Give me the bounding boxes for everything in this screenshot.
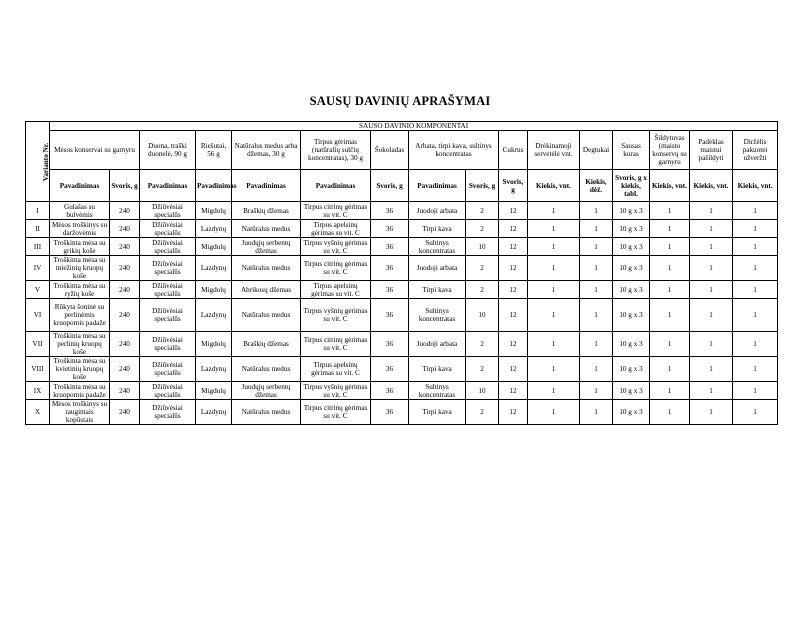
table-cell: 2 (466, 332, 499, 357)
table-cell: Tirpi kava (409, 281, 466, 299)
component-header: Sausas kuras (613, 131, 650, 170)
table-cell: 240 (110, 357, 140, 382)
table-cell: 1 (580, 382, 613, 400)
component-header: Riešutai, 56 g (196, 131, 232, 170)
table-cell: 36 (371, 400, 409, 425)
table-cell: Juodoji arbata (409, 202, 466, 220)
table-cell: 240 (110, 281, 140, 299)
subheader: Svoris, g (499, 170, 528, 202)
table-cell: 36 (371, 202, 409, 220)
table-cell: 1 (690, 299, 733, 332)
table-cell: Džiūvėsiai specialūs (140, 256, 196, 281)
table-cell: Sultinys koncentratas (409, 299, 466, 332)
component-header: Duona, traški duonelė, 90 g (140, 131, 196, 170)
table-cell: Juodoji arbata (409, 332, 466, 357)
table-cell: 1 (690, 382, 733, 400)
table-cell: Džiūvėsiai specialūs (140, 299, 196, 332)
subheader: Svoris, g (466, 170, 499, 202)
table-cell: Troškinta mėsa su kruopomis padaže (50, 382, 110, 400)
component-header: Degtukai (580, 131, 613, 170)
table-cell: Troškinta mėsa su perlinių kruopų koše (50, 332, 110, 357)
table-cell: Džiūvėsiai specialūs (140, 332, 196, 357)
table-row (26, 357, 778, 382)
variant-number-label: Varianto Nr. (42, 142, 51, 181)
table-cell: Gulašas su bulvėmis (50, 202, 110, 220)
component-header: Šokoladas (371, 131, 409, 170)
table-cell: Džiūvėsiai specialūs (140, 202, 196, 220)
subheader-row (26, 170, 778, 202)
table-cell: 12 (499, 220, 528, 238)
table-cell: Tirpus vyšnių gėrimas su vit. C (301, 299, 371, 332)
table-cell: 240 (110, 202, 140, 220)
table-cell: 1 (690, 256, 733, 281)
subheader: Kiekis, vnt. (650, 170, 690, 202)
table-cell: 12 (499, 238, 528, 256)
table-cell: Sultinys koncentratas (409, 238, 466, 256)
subheader: Pavadinimas (409, 170, 466, 202)
table-cell: Tirpus citrinų gėrimas su vit. C (301, 400, 371, 425)
variant-number-cell: IX (26, 382, 50, 400)
table-cell: Tirpus apelsinų gėrimas su vit. C (301, 281, 371, 299)
table-cell: 1 (580, 332, 613, 357)
table-cell: 12 (499, 202, 528, 220)
page-title: SAUSŲ DAVINIŲ APRAŠYMAI (309, 94, 491, 108)
table-body (26, 202, 778, 425)
table-cell: Tirpus apelsinų gėrimas su vit. C (301, 220, 371, 238)
table-cell: Lazdynų (196, 256, 232, 281)
table-cell: 2 (466, 202, 499, 220)
table-cell: 1 (580, 299, 613, 332)
variant-number-cell: X (26, 400, 50, 425)
subheader: Pavadinimas (50, 170, 110, 202)
table-cell: 1 (650, 256, 690, 281)
table-cell: Natūralus medus (232, 256, 301, 281)
table-cell: Mėsos troškinys su raugintais kopūstais (50, 400, 110, 425)
table-cell: Migdolų (196, 332, 232, 357)
table-cell: 1 (690, 400, 733, 425)
variant-number-cell: III (26, 238, 50, 256)
table-cell: Džiūvėsiai specialūs (140, 220, 196, 238)
table-cell: 1 (733, 220, 778, 238)
variant-number-cell: VII (26, 332, 50, 357)
component-header: Arbata, tirpi kava, sultinys koncentratas (409, 131, 499, 170)
table-cell: 1 (580, 202, 613, 220)
table-cell: 12 (499, 400, 528, 425)
table-cell: Juodųjų serbentų džemas (232, 382, 301, 400)
table-cell: 12 (499, 281, 528, 299)
table-cell: 1 (528, 281, 580, 299)
table-cell: 240 (110, 220, 140, 238)
table-cell: Džiūvėsiai specialūs (140, 281, 196, 299)
subheader: Kiekis, dėž. (580, 170, 613, 202)
table-cell: Rūkyta šoninė su perlinėmis kruopomis padaže (50, 299, 110, 332)
table-cell: Natūralus medus (232, 357, 301, 382)
table-cell: 2 (466, 220, 499, 238)
table-row (26, 202, 778, 220)
table-cell: Lazdynų (196, 357, 232, 382)
table-cell: 12 (499, 256, 528, 281)
table-cell: 1 (650, 238, 690, 256)
table-row (26, 332, 778, 357)
table-cell: Braškių džemas (232, 202, 301, 220)
table-cell: Migdolų (196, 202, 232, 220)
variant-number-header (26, 122, 50, 202)
table-cell: 1 (528, 256, 580, 281)
table-cell: Tirpi kava (409, 357, 466, 382)
table-cell: Natūralus medus (232, 220, 301, 238)
table-cell: Migdolų (196, 382, 232, 400)
table-cell: Tirpus citrinų gėrimas su vit. C (301, 202, 371, 220)
table-cell: 36 (371, 281, 409, 299)
table-cell: Migdolų (196, 238, 232, 256)
table-cell: 1 (690, 357, 733, 382)
table-row (26, 281, 778, 299)
table-cell: Tirpi kava (409, 220, 466, 238)
table-cell: 10 g x 3 (613, 382, 650, 400)
table-cell: 1 (733, 357, 778, 382)
table-row (26, 256, 778, 281)
table-cell: Tirpus citrinų gėrimas su vit. C (301, 256, 371, 281)
component-header: Cukrus (499, 131, 528, 170)
table-cell: 1 (580, 400, 613, 425)
table-cell: 10 g x 3 (613, 299, 650, 332)
table-cell: 1 (650, 357, 690, 382)
table-cell: 2 (466, 400, 499, 425)
table-row (26, 299, 778, 332)
table-cell: 36 (371, 357, 409, 382)
table-cell: 2 (466, 357, 499, 382)
table-cell: 240 (110, 332, 140, 357)
component-header: Mėsos konservai su garnyru (50, 131, 140, 170)
table-cell: Natūralus medus (232, 400, 301, 425)
table-cell: 1 (733, 332, 778, 357)
table-cell: 1 (733, 202, 778, 220)
table-cell: Natūralus medus (232, 299, 301, 332)
table-cell: 1 (528, 332, 580, 357)
table-cell: 1 (528, 299, 580, 332)
table-cell: 12 (499, 332, 528, 357)
subheader: Kiekis, vnt. (733, 170, 778, 202)
table-cell: 2 (466, 256, 499, 281)
table-cell: 10 g x 3 (613, 281, 650, 299)
table-cell: 10 g x 3 (613, 256, 650, 281)
table-cell: 12 (499, 299, 528, 332)
table-cell: 1 (690, 202, 733, 220)
table-cell: 1 (733, 238, 778, 256)
table-cell: 1 (528, 382, 580, 400)
table-cell: 36 (371, 238, 409, 256)
variant-number-cell: II (26, 220, 50, 238)
table-cell: Troškinta mėsa su miežinių kruopų koše (50, 256, 110, 281)
table-cell: 1 (580, 220, 613, 238)
table-cell: 10 (466, 238, 499, 256)
table-cell: 1 (528, 238, 580, 256)
table-cell: 1 (528, 357, 580, 382)
table-cell: 36 (371, 256, 409, 281)
table-cell: Migdolų (196, 281, 232, 299)
table-cell: 36 (371, 220, 409, 238)
table-cell: 10 g x 3 (613, 400, 650, 425)
table-cell: 36 (371, 299, 409, 332)
table-cell: Lazdynų (196, 400, 232, 425)
table-cell: 12 (499, 357, 528, 382)
subheader: Kiekis, vnt. (690, 170, 733, 202)
table-cell: 240 (110, 299, 140, 332)
table-cell: Tirpus apelsinų gėrimas su vit. C (301, 357, 371, 382)
table-cell: 1 (690, 238, 733, 256)
variant-number-cell: I (26, 202, 50, 220)
subheader: Pavadinimas (301, 170, 371, 202)
variant-number-cell: IV (26, 256, 50, 281)
table-cell: 36 (371, 382, 409, 400)
table-cell: Lazdynų (196, 299, 232, 332)
variant-number-cell: VIII (26, 357, 50, 382)
component-header: Padėklas maistui pašildyti (690, 131, 733, 170)
table-cell: 1 (580, 281, 613, 299)
table-cell: 1 (650, 332, 690, 357)
components-super-header: SAUSO DAVINIO KOMPONENTAI (50, 122, 778, 131)
table-cell: Džiūvėsiai specialūs (140, 382, 196, 400)
table-cell: 10 (466, 299, 499, 332)
table-cell: 10 g x 3 (613, 238, 650, 256)
table-cell: Juodoji arbata (409, 256, 466, 281)
component-header: Tirpus gėrimas (natūralių sulčių koncentratas), 30 g (301, 131, 371, 170)
table-cell: Tirpi kava (409, 400, 466, 425)
table-cell: Lazdynų (196, 220, 232, 238)
table-cell: 1 (650, 382, 690, 400)
table-cell: 1 (650, 299, 690, 332)
subheader: Pavadinimas (140, 170, 196, 202)
table-row (26, 220, 778, 238)
table-cell: 1 (733, 299, 778, 332)
table-cell: Džiūvėsiai specialūs (140, 400, 196, 425)
table-row (26, 238, 778, 256)
component-header-row (26, 131, 778, 170)
subheader: Pavadinimas (232, 170, 301, 202)
table-cell: Braškių džemas (232, 332, 301, 357)
table-row (26, 382, 778, 400)
subheader: Pavadinimas (196, 170, 232, 202)
table-cell: 1 (650, 220, 690, 238)
table-cell: 10 g x 3 (613, 220, 650, 238)
table-cell: 1 (580, 238, 613, 256)
table-cell: 1 (650, 202, 690, 220)
table-cell: 1 (690, 220, 733, 238)
component-header: Natūralus medus arba džemas, 30 g (232, 131, 301, 170)
table-cell: 1 (733, 382, 778, 400)
table-cell: 240 (110, 382, 140, 400)
table-cell: 36 (371, 332, 409, 357)
table-cell: 1 (733, 256, 778, 281)
subheader: Svoris, g (110, 170, 140, 202)
table-cell: 240 (110, 238, 140, 256)
table-cell: Tirpus citrinų gėrimas su vit. C (301, 332, 371, 357)
table-cell: Džiūvėsiai specialūs (140, 238, 196, 256)
table-cell: 1 (528, 400, 580, 425)
table-cell: 1 (528, 220, 580, 238)
table-cell: 10 (466, 382, 499, 400)
table-cell: 1 (733, 281, 778, 299)
table-cell: 10 g x 3 (613, 202, 650, 220)
table-cell: Džiūvėsiai specialūs (140, 357, 196, 382)
table-cell: 1 (733, 400, 778, 425)
table-cell: 10 g x 3 (613, 332, 650, 357)
table-cell: Sultinys koncentratas (409, 382, 466, 400)
table-cell: Mėsos troškinys su daržovėmis (50, 220, 110, 238)
table-cell: 240 (110, 256, 140, 281)
table-cell: 1 (528, 202, 580, 220)
table-row (26, 400, 778, 425)
table-cell: 1 (690, 281, 733, 299)
table-cell: 12 (499, 382, 528, 400)
table-cell: Abrikosų džemas (232, 281, 301, 299)
component-header: Drėkinamoji servetėlė vnt. (528, 131, 580, 170)
component-header: Diržėlis pakuotei užveržti (733, 131, 778, 170)
table-cell: 1 (650, 281, 690, 299)
table-cell: Juodųjų serbentų džemas (232, 238, 301, 256)
table-cell: 1 (650, 400, 690, 425)
table-cell: Troškinta mėsa su ryžių koše (50, 281, 110, 299)
subheader: Svoris, g x kiekis, tabl. (613, 170, 650, 202)
table-cell: 240 (110, 400, 140, 425)
subheader: Svoris, g (371, 170, 409, 202)
variant-number-cell: V (26, 281, 50, 299)
table-cell: Tirpus vyšnių gėrimas su vit. C (301, 238, 371, 256)
variant-number-cell: VI (26, 299, 50, 332)
table-cell: Troškinta mėsa su kvietinių kruopų koše (50, 357, 110, 382)
table-cell: 1 (580, 357, 613, 382)
subheader: Kiekis, vnt. (528, 170, 580, 202)
component-header: Šildytuvas (maisto konservų su garnyru (650, 131, 690, 170)
table-cell: 1 (690, 332, 733, 357)
ration-table (25, 121, 778, 425)
table-cell: Tirpus vyšnių gėrimas su vit. C (301, 382, 371, 400)
table-cell: Troškinta mėsa su grikių koše (50, 238, 110, 256)
table-cell: 10 g x 3 (613, 357, 650, 382)
table-cell: 2 (466, 281, 499, 299)
table-cell: 1 (580, 256, 613, 281)
